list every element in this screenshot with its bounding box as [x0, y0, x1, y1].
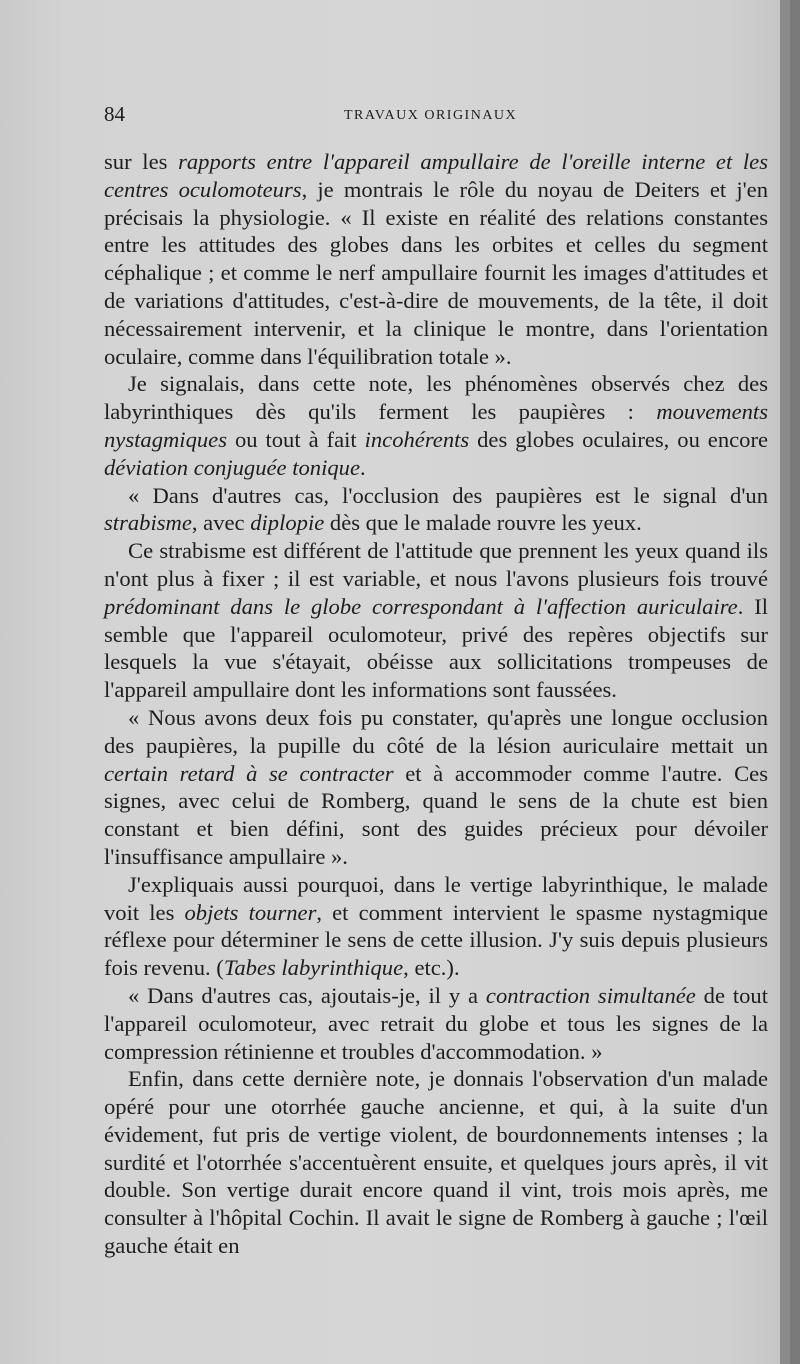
- page-header: [104, 102, 768, 132]
- italic-phrase: Tabes labyrinthique: [223, 955, 404, 981]
- text-run: des globes oculaires, ou encore: [469, 426, 769, 452]
- text-run: Ce strabisme est différent de l'attitude que prennent les yeux quand ils n'ont plus à fixer ; il est variable, et nous l'avons plusieurs fois trouvé: [104, 538, 768, 591]
- paragraph: [104, 537, 768, 704]
- text-run: sur les: [104, 149, 179, 174]
- italic-phrase: diplopie: [250, 510, 325, 536]
- text-run: Je signalais, dans cette note, les phénomènes observés chez des labyrinthiques dès qu'ils ferment les paupières :: [104, 371, 768, 425]
- italic-phrase: contraction simultanée: [485, 982, 696, 1008]
- paragraph: [104, 370, 768, 481]
- text-run: de tout l'appareil oculomoteur, avec retrait du globe et tous les signes de la compression rétinienne et troubles d'accommodation. »: [104, 982, 768, 1064]
- italic-phrase: strabisme: [104, 510, 192, 536]
- paragraph: [104, 982, 768, 1065]
- paragraph: [104, 1065, 768, 1260]
- text-run: « Dans d'autres cas, l'occlusion des paupières est le signal d'un: [128, 482, 768, 508]
- italic-phrase: objets tourner: [184, 899, 317, 925]
- running-title: TRAVAUX ORIGINAUX: [344, 108, 518, 123]
- italic-phrase: rapports entre l'appareil ampullaire de l'oreille interne et les centres oculomoteurs: [104, 149, 768, 202]
- page-number: 84: [104, 102, 125, 126]
- page-edge: [780, 0, 790, 1364]
- text-run: , avec: [191, 510, 251, 536]
- text-run: dès que le malade rouvre les yeux.: [324, 510, 642, 536]
- paragraph: [104, 871, 768, 982]
- italic-phrase: mouvements nystagmiques: [104, 399, 768, 452]
- paragraph: [104, 704, 768, 871]
- text-run: , etc.).: [403, 955, 460, 981]
- body-text: [104, 148, 768, 1260]
- paragraph: [104, 148, 768, 370]
- text-run: ou tout à fait: [227, 426, 365, 452]
- text-run: . Il semble que l'appareil oculomoteur, privé des repères objectifs sur lesquels la vue s'étayait, obéisse aux sollicitations trompeuses de l'appareil ampullaire dont les informations sont faussées.: [104, 593, 768, 703]
- italic-phrase: incohérents: [364, 426, 470, 452]
- text-run: « Nous avons deux fois pu constater, qu'après une longue occlusion des paupières, la pupille du côté de la lésion auriculaire mettait un: [104, 704, 768, 758]
- text-run: , je montrais le rôle du noyau de Deiters et j'en précisais la physiologie. « Il existe en réalité des relations constantes entre les attitudes des globes dans les orbites et celles du segment céphalique ; et comme le nerf ampullaire fournit les images d'attitudes et de variations d'attitudes, c'est-à-dire de mouvements, de la tête, il doit nécessairement intervenir, et la clinique le montre, dans l'orientation oculaire, comme dans l'équilibration totale ».: [104, 176, 768, 369]
- paragraph: [104, 482, 768, 538]
- text-run: .: [360, 454, 366, 480]
- text-run: , et comment intervient le spasme nystagmique réflexe pour déterminer le sens de cette illusion. J'y suis depuis plusieurs fois revenu. (: [104, 899, 768, 981]
- text-run: Enfin, dans cette dernière note, je donnais l'observation d'un malade opéré pour une otorrhée gauche ancienne, et qui, à la suite d'un évidement, fut pris de vertige violent, de bourdonnements intenses ; la surdité et l'otorrhée s'accentuèrent ensuite, et quelques jours après, il vit double. Son vertige durait encore quand il vint, trois mois après, me consulter à l'hôpital Cochin. Il avait le signe de Romberg à gauche ; l'œil gauche était en: [104, 1066, 768, 1259]
- italic-phrase: certain retard à se contracter: [104, 760, 394, 786]
- text-run: et à accommoder comme l'autre. Ces signes, avec celui de Romberg, quand le sens de la chute est bien constant et bien défini, sont des guides précieux pour dévoiler l'insuffisance ampullaire ».: [104, 760, 768, 869]
- italic-phrase: prédominant dans le globe correspondant à l'affection auriculaire: [104, 593, 738, 619]
- text-run: J'expliquais aussi pourquoi, dans le vertige labyrinthique, le malade voit les: [104, 871, 768, 925]
- text-run: « Dans d'autres cas, ajoutais-je, il y a: [128, 982, 486, 1008]
- italic-phrase: déviation conjuguée tonique: [104, 454, 360, 480]
